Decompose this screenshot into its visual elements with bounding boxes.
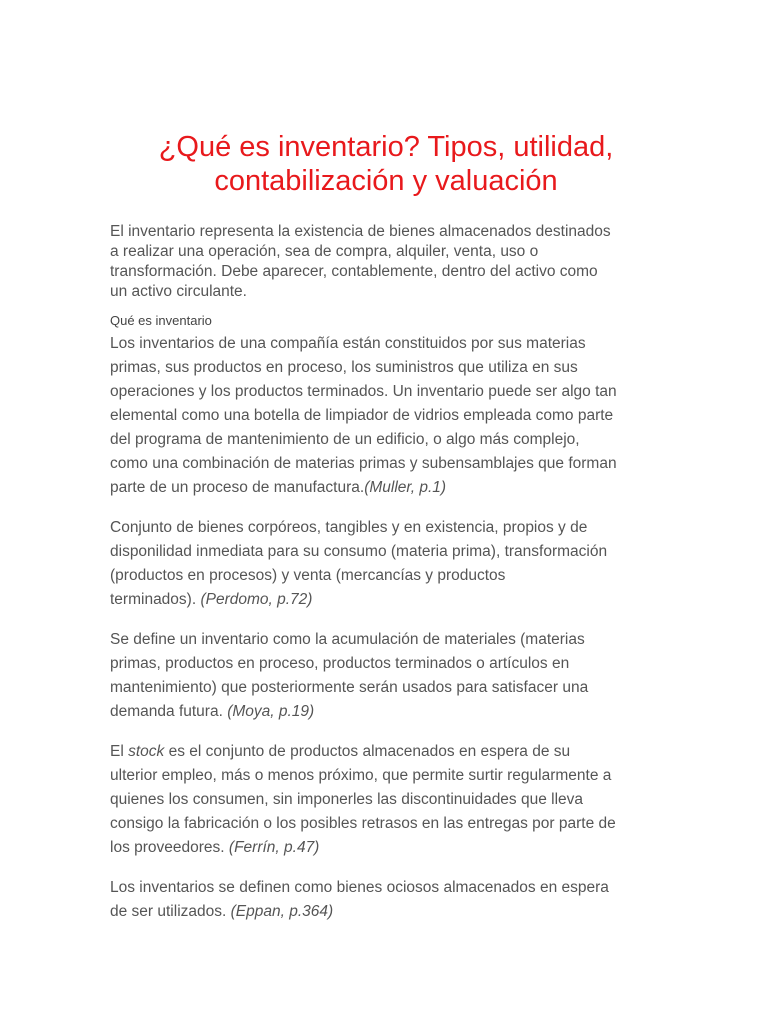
body-paragraphs: [110, 332, 662, 940]
paragraph-ferrin: [110, 740, 662, 860]
title-line-1: ¿Qué es inventario? Tipos, utilidad,: [158, 131, 614, 163]
citation: (Muller, p.1): [364, 479, 447, 496]
section-subheading: Qué es inventario: [110, 313, 212, 328]
title-line-2: contabilización y valuación: [214, 165, 558, 197]
paragraph-text: Los inventarios de una compañía están constituidos por sus materias primas, sus productos en proceso, los suministros que utiliza en sus operaciones y los productos terminados. Un inventario puede ser algo tan elemental como una botella de limpiador de vidrios empleada como parte del programa de mantenimiento de un edificio, o algo más complejo, como una combinación de materias primas y subensamblajes que forman parte de un proceso de manufactura.: [110, 335, 617, 496]
intro-paragraph: El inventario representa la existencia de bienes almacenados destinados a realizar una operación, sea de compra, alquiler, venta, uso o transformación. Debe aparecer, contablemente, dentro del activo como un activo circulante.: [110, 223, 611, 300]
page-title: [110, 130, 662, 198]
citation: (Eppan, p.364): [230, 903, 334, 920]
paragraph-text: Se define un inventario como la acumulación de materiales (materias primas, productos en proceso, productos terminados o artículos en mantenimiento) que posteriormente serán usados para satisfacer una demanda futura.: [110, 631, 589, 720]
paragraph-moya: [110, 628, 662, 724]
paragraph-text: Conjunto de bienes corpóreos, tangibles y en existencia, propios y de disponilidad inmediata para su consumo (materia prima), transformación (productos en procesos) y venta (mercancías y productos terminados).: [110, 519, 608, 608]
paragraph-text: es el conjunto de productos almacenados en espera de su ulterior empleo, más o menos próximo, que permite surtir regularmente a quienes los consumen, sin imponerles las discontinuidades que lleva consigo la fabricación o los posibles retrasos en las entregas por parte de los proveedores.: [110, 743, 616, 856]
emphasis-stock: stock: [128, 743, 165, 760]
paragraph-muller: [110, 332, 662, 500]
paragraph-text: Los inventarios se definen como bienes ociosos almacenados en espera de ser utilizados.: [110, 879, 609, 920]
citation: (Perdomo, p.72): [200, 591, 313, 608]
paragraph-perdomo: [110, 516, 662, 612]
citation: (Ferrín, p.47): [228, 839, 320, 856]
paragraph-eppan: [110, 876, 662, 924]
paragraph-text-before: El: [110, 743, 129, 760]
citation: (Moya, p.19): [227, 703, 315, 720]
